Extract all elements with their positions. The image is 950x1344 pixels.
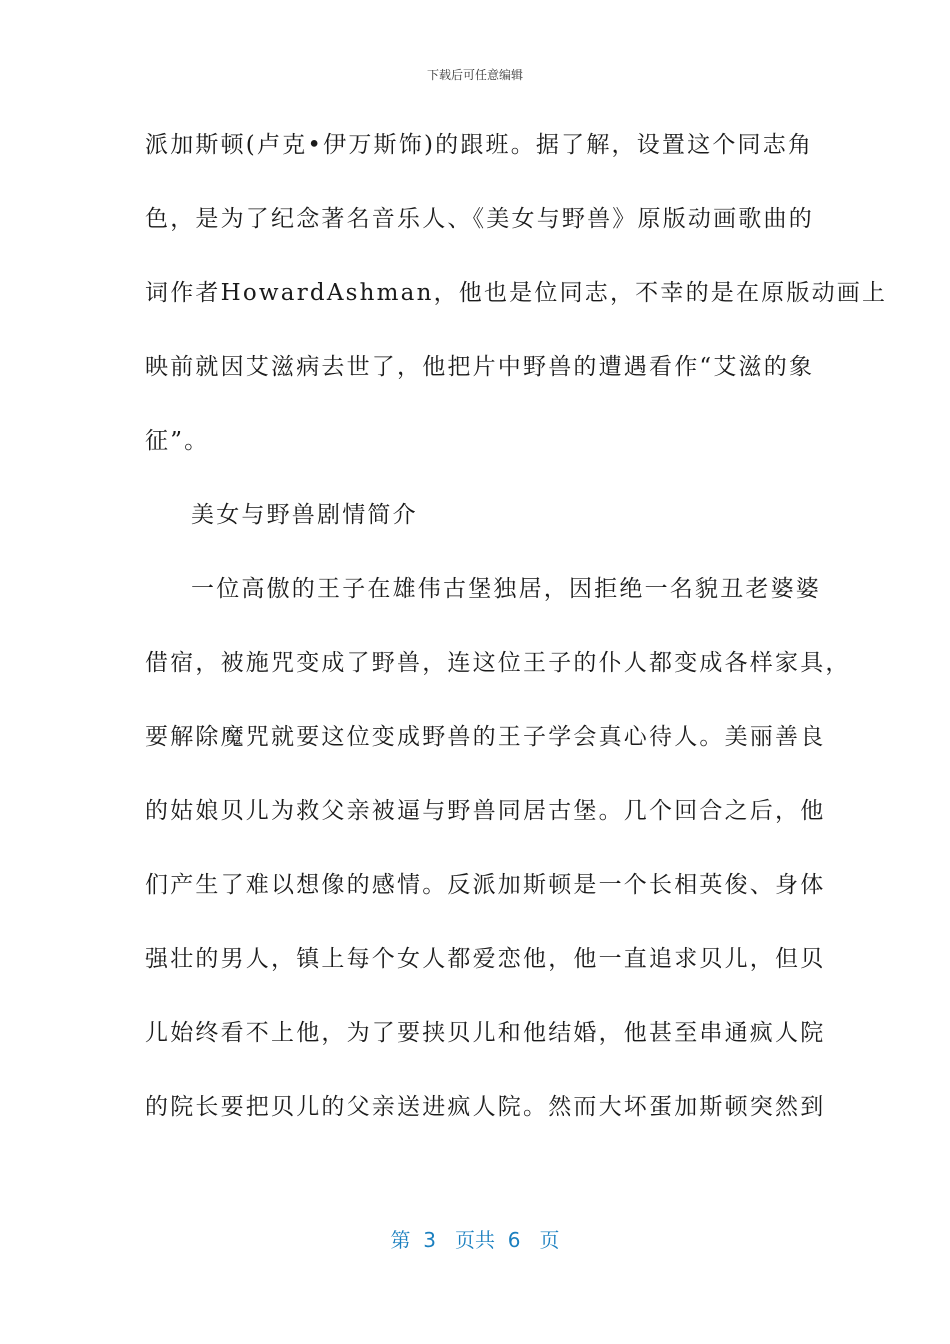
body-line: 强壮的男人，镇上每个女人都爱恋他，他一直追求贝儿，但贝 [145,946,826,972]
body-line: 派加斯顿(卢克•伊万斯饰)的跟班。据了解，设置这个同志角 [145,132,814,158]
section-heading: 美女与野兽剧情简介 [191,502,418,528]
body-line: 词作者HowardAshman，他也是位同志，不幸的是在原版动画上 [145,280,888,306]
body-line: 的姑娘贝儿为救父亲被逼与野兽同居古堡。几个回合之后，他 [145,798,826,824]
body-line: 征”。 [145,428,210,454]
body-line: 借宿，被施咒变成了野兽，连这位王子的仆人都变成各样家具， [145,650,851,676]
document-body [145,120,888,1156]
body-line: 们产生了难以想像的感情。反派加斯顿是一个长相英俊、身体 [145,872,826,898]
body-line: 要解除魔咒就要这位变成野兽的王子学会真心待人。美丽善良 [145,724,826,750]
body-line: 儿始终看不上他，为了要挟贝儿和他结婚，他甚至串通疯人院 [145,1020,826,1046]
body-line: 的院长要把贝儿的父亲送进疯人院。然而大坏蛋加斯顿突然到 [145,1094,826,1120]
page-number-footer: 第 3 页共 6 页 [390,1228,560,1252]
body-line: 一位高傲的王子在雄伟古堡独居，因拒绝一名貌丑老婆婆 [191,576,821,602]
body-line: 映前就因艾滋病去世了，他把片中野兽的遭遇看作“艾滋的象 [145,354,815,380]
page-header: 下载后可任意编辑 [426,68,523,82]
body-line: 色，是为了纪念著名音乐人、《美女与野兽》原版动画歌曲的 [145,206,814,232]
